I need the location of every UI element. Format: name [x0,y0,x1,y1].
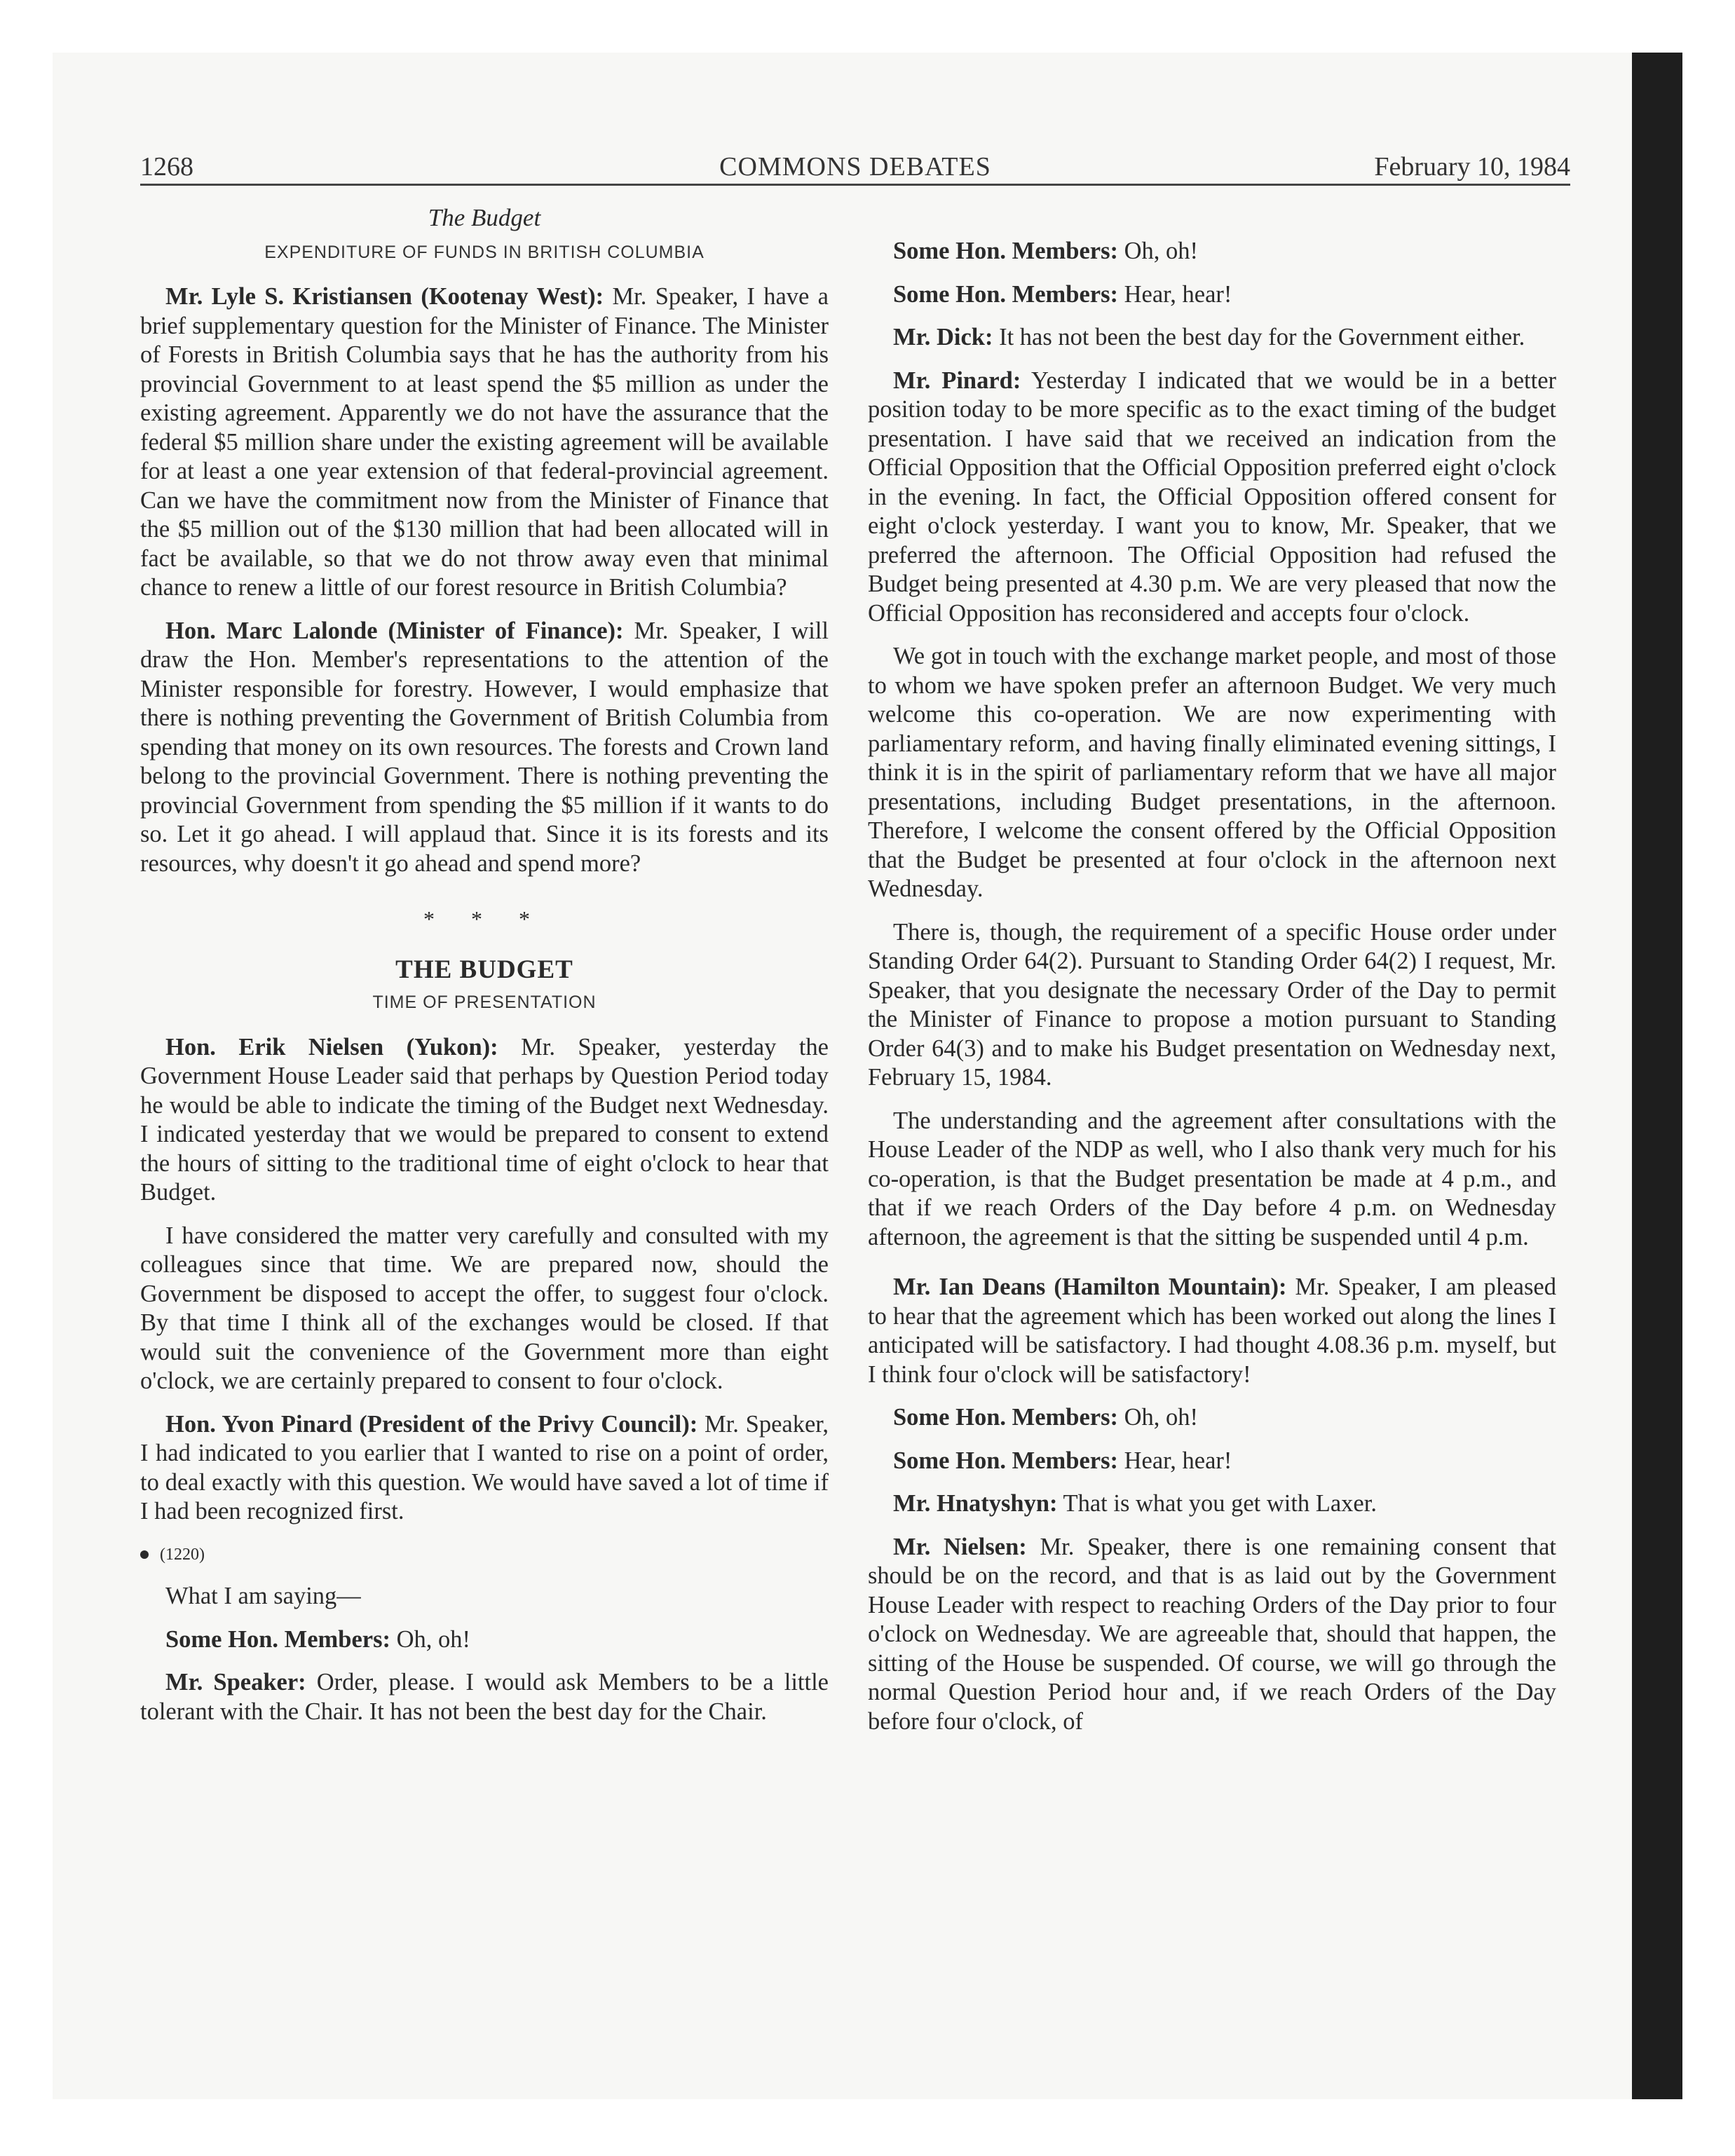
speaker-name: Mr. Ian Deans (Hamilton Mountain): [893,1274,1287,1300]
speech-text: Oh, oh! [390,1625,471,1653]
speech-paragraph: I have considered the matter very carefully and consulted with my colleagues since that time. We are prepared now, should the Government be disposed to accept the offer, to suggest four o'clock. By that time I think all of the exchanges would be closed. If that would suit the convenience of the Government more than eight o'clock, we are certainly prepared to consent to four o'clock. [140,1222,829,1394]
speech-paragraph [868,367,1556,629]
speaker-name: Hon. Erik Nielsen (Yukon): [165,1033,498,1060]
speaker-name: Some Hon. Members: [165,1625,390,1653]
speech-text: Mr. Speaker, there is one remaining consent that should be on the record, and that is as laid out by the Government House Leader with respect to reaching Orders of the Day prior to four o'clock on Wednesday. We are agreeable that, should that happen, the sitting of the House be suspended. Of course, we will go through the normal Question Period hour and, if we reach Orders of the Day before four o'clock, of [868,1533,1556,1735]
speaker-name: Mr. Hnatyshyn: [893,1490,1058,1517]
speech-text: Oh, oh! [1117,1404,1199,1431]
speech-paragraph [140,1410,829,1527]
speech-paragraph [140,282,829,603]
speaker-name: Hon. Yvon Pinard (President of the Privy Council): [165,1410,698,1438]
speaker-name: Mr. Dick: [893,324,993,350]
header-rule [140,184,1570,186]
page-header [140,151,1570,186]
time-marker-text: (1220) [160,1545,205,1564]
right-column [868,203,1556,1750]
speech-text: Mr. Speaker, I will draw the Hon. Member's representations to the attention of the Minister responsible for forestry. However, I would emphasize that there is nothing preventing the Government of British Columbia from spending that money on its own resources. The forests and Crown land belong to the provincial Government. There is nothing preventing the provincial Government from spending the $5 million if it wants to do so. Let it go ahead. I will applaud that. Since it is its forests and its resources, why doesn't it go ahead and spend more? [140,617,829,877]
speech-text: Yesterday I indicated that we would be in a better position today to be more specific as to the exact timing of the budget presentation. I have said that we received an indication from the Official Opposition that the Official Opposition preferred eight o'clock in the evening. In fact, the Official Opposition offered consent for eight o'clock yesterday. I want you to know, Mr. Speaker, that we preferred the afternoon. The Official Opposition had refused the Budget being presented at 4.30 p.m. We are very pleased that now the Official Opposition has reconsidered and accepts four o'clock. [868,367,1556,627]
speech-text: Oh, oh! [1117,238,1199,264]
section-title: THE BUDGET [395,955,573,984]
speech-paragraph [868,1273,1556,1389]
speech-paragraph [868,1403,1556,1433]
speech-paragraph: What I am saying— [165,1583,361,1609]
speech-paragraph: There is, though, the requirement of a specific House order under Standing Order 64(2). Pursuant to Standing Order 64(2) I request, Mr. Speaker, that you designate the necessary Order of the Day to permit the Minister of Finance to propose a motion pursuant to Standing Order 64(3) and to make his Budget presentation on Wednesday next, February 15, 1984. [868,918,1556,1091]
speech-paragraph [868,1533,1556,1737]
bullet-icon [140,1550,149,1559]
publication-title: COMMONS DEBATES [719,152,991,182]
speech-text: Order, please. I would ask Members to be a little tolerant with the Chair. It has not been the best day for the Chair. [140,1669,829,1725]
section-separator: * * * [423,906,545,932]
speech-paragraph [868,1489,1556,1519]
speaker-name: Some Hon. Members: [893,1404,1118,1431]
speech-text: Mr. Speaker, I have a brief supplementary question for the Minister of Finance. The Minister of Forests in British Columbia says that he has the authority from his provincial Government to at least spend the $5 million as under the existing agreement. Apparently we do not have the assurance that the federal $5 million share under the existing agreement will be available for at least a one year extension of that federal-provincial agreement. Can we have the commitment now from the Minister of Finance that the $5 million out of the $130 million that had been allocated will in fact be available, so that we do not throw away even that minimal chance to renew a little of our forest resource in British Columbia? [140,283,829,601]
speech-paragraph: We got in touch with the exchange market people, and most of those to whom we have spoken prefer an afternoon Budget. We very much welcome this co-operation. We are now experimenting with parliamentary reform, and having finally eliminated evening sittings, I think it is in the spirit of parliamentary reform that we have all major presentations, including Budget presentations, in the afternoon. Therefore, I welcome the consent offered by the Official Opposition that the Budget be presented at four o'clock in the afternoon next Wednesday. [868,643,1556,902]
speech-paragraph [140,1668,829,1726]
speech-text: That is what you get with Laxer. [1057,1490,1377,1517]
speech-paragraph [140,1625,829,1655]
book-spine-shadow [1632,53,1682,2099]
speaker-name: Mr. Nielsen: [893,1533,1027,1560]
left-column [140,203,829,1740]
speaker-name: Some Hon. Members: [893,1447,1118,1474]
speaker-name: Some Hon. Members: [893,238,1118,264]
speech-paragraph: The understanding and the agreement after consultations with the House Leader of the NDP as well, who I also thank very much for his co-operation, is that the Budget presentation be made at 4 p.m., and that if we reach Orders of the Day before 4 p.m. on Wednesday afternoon, the agreement is that the sitting be suspended until 4 p.m. [868,1107,1556,1250]
section-subheading: TIME OF PRESENTATION [372,992,597,1012]
publication-date: February 10, 1984 [1374,152,1570,182]
speaker-name: Hon. Marc Lalonde (Minister of Finance): [165,617,624,644]
time-marker [140,1541,829,1570]
speaker-name: Mr. Pinard: [893,367,1021,394]
speech-text: Mr. Speaker, I had indicated to you earlier that I wanted to rise on a point of order, to deal exactly with this question. We would have saved a lot of time if I had been recognized first. [140,1410,829,1524]
speech-text: Hear, hear! [1117,1447,1232,1474]
section-subheading: EXPENDITURE OF FUNDS IN BRITISH COLUMBIA [264,242,705,262]
speaker-name: Mr. Lyle S. Kristiansen (Kootenay West): [165,283,604,310]
speech-paragraph [140,1033,829,1208]
speech-paragraph [140,617,829,879]
speech-text: Hear, hear! [1117,280,1232,308]
speech-text: Mr. Speaker, I am pleased to hear that the agreement which has been worked out along the lines I anticipated will be satisfactory. I had thought 4.08.36 p.m. myself, but I think four o'clock will be satisfactory! [868,1274,1556,1388]
speech-paragraph [868,1447,1556,1476]
speech-text: It has not been the best day for the Government either. [993,324,1525,350]
speech-paragraph [868,323,1556,353]
page-number: 1268 [140,152,193,182]
speech-text: Mr. Speaker, yesterday the Government House Leader said that perhaps by Question Period today he would be able to indicate the timing of the Budget next Wednesday. I indicated yesterday that we would be prepared to consent to extend the hours of sitting to the traditional time of eight o'clock to hear that Budget. [140,1033,829,1206]
speech-paragraph [868,280,1556,310]
section-heading-italic: The Budget [428,204,541,231]
speech-paragraph [868,237,1556,266]
speaker-name: Mr. Speaker: [165,1669,306,1696]
speaker-name: Some Hon. Members: [893,280,1118,308]
